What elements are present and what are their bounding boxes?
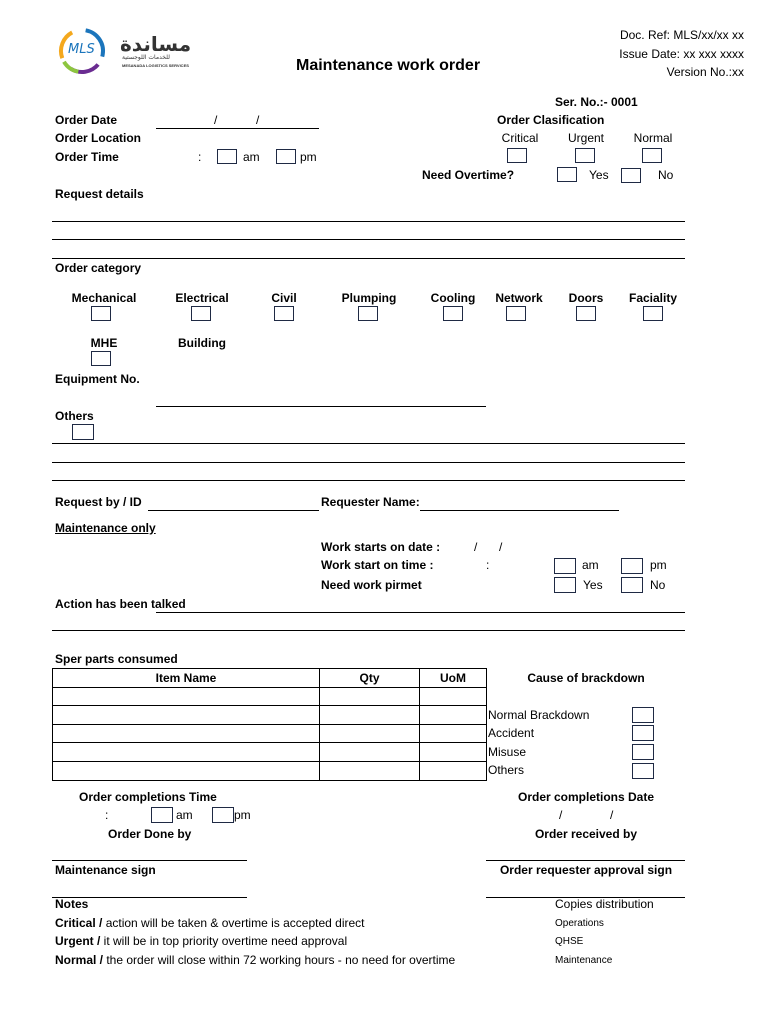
others-label: Others bbox=[55, 409, 94, 423]
serial-number: Ser. No.:- 0001 bbox=[555, 95, 638, 109]
order-time-pm-checkbox[interactable] bbox=[276, 149, 296, 164]
overtime-yes-checkbox[interactable] bbox=[557, 167, 577, 182]
overtime-no-checkbox[interactable] bbox=[621, 168, 641, 183]
breakdown-normal-label: Normal Brackdown bbox=[488, 708, 590, 722]
equipment-no-line[interactable] bbox=[156, 406, 486, 407]
completion-am-label: am bbox=[176, 808, 193, 822]
permit-yes-checkbox[interactable] bbox=[554, 577, 576, 593]
copy-operations: Operations bbox=[555, 918, 604, 929]
table-cell[interactable] bbox=[320, 743, 420, 762]
spare-parts-table bbox=[52, 668, 487, 781]
table-cell[interactable] bbox=[420, 743, 487, 762]
table-cell[interactable] bbox=[320, 706, 420, 725]
order-date-sep-1: / bbox=[214, 113, 218, 127]
request-by-label: Request by / ID bbox=[55, 495, 142, 509]
note-urgent-text: it will be in top priority overtime need approval bbox=[100, 934, 348, 948]
note-urgent-key: Urgent / bbox=[55, 934, 101, 948]
others-line-2[interactable] bbox=[52, 462, 685, 463]
table-cell[interactable] bbox=[320, 687, 420, 706]
critical-checkbox[interactable] bbox=[507, 148, 527, 163]
mechanical-checkbox[interactable] bbox=[91, 306, 111, 321]
work-date-sep-1: / bbox=[474, 540, 478, 554]
maintenance-only-title: Maintenance only bbox=[55, 521, 156, 535]
completion-date-sep-1: / bbox=[559, 808, 563, 822]
action-talked-label: Action has been talked bbox=[55, 597, 186, 611]
table-cell[interactable] bbox=[53, 706, 320, 725]
work-time-pm-label: pm bbox=[650, 558, 667, 572]
category-civil-label: Civil bbox=[271, 291, 297, 305]
table-row bbox=[53, 706, 487, 725]
work-date-sep-2: / bbox=[499, 540, 503, 554]
notes-title: Notes bbox=[55, 897, 89, 911]
work-time-colon: : bbox=[486, 558, 490, 572]
completion-date-label: Order completions Date bbox=[517, 790, 655, 804]
request-details-label: Request details bbox=[55, 187, 144, 201]
breakdown-misuse-checkbox[interactable] bbox=[632, 744, 654, 760]
copy-qhse: QHSE bbox=[555, 936, 584, 947]
overtime-no-label: No bbox=[658, 168, 674, 182]
breakdown-others-label: Others bbox=[488, 763, 525, 777]
request-by-line[interactable] bbox=[148, 510, 319, 511]
table-cell[interactable] bbox=[420, 724, 487, 743]
category-faciality-label: Faciality bbox=[628, 291, 678, 305]
version-number: Version No.:xx bbox=[666, 65, 744, 79]
breakdown-accident-checkbox[interactable] bbox=[632, 725, 654, 741]
order-location-label: Order Location bbox=[55, 131, 142, 145]
others-line-1[interactable] bbox=[52, 443, 685, 444]
requester-sign-line[interactable] bbox=[486, 860, 685, 861]
classification-title: Order Clasification bbox=[497, 113, 605, 127]
order-category-title: Order category bbox=[55, 261, 142, 275]
request-details-line-3[interactable] bbox=[52, 258, 685, 259]
order-done-by-label: Order Done by bbox=[108, 827, 192, 841]
order-date-line[interactable] bbox=[156, 128, 319, 129]
table-row bbox=[53, 724, 487, 743]
table-cell[interactable] bbox=[53, 743, 320, 762]
order-time-am-checkbox[interactable] bbox=[217, 149, 237, 164]
category-mechanical-label: Mechanical bbox=[71, 291, 137, 305]
network-checkbox[interactable] bbox=[506, 306, 526, 321]
category-doors-label: Doors bbox=[568, 291, 604, 305]
normal-checkbox[interactable] bbox=[642, 148, 662, 163]
maintenance-sign-label: Maintenance sign bbox=[55, 863, 156, 877]
action-line-2[interactable] bbox=[52, 630, 685, 631]
table-cell[interactable] bbox=[53, 687, 320, 706]
work-time-am-label: am bbox=[582, 558, 599, 572]
order-time-pm-label: pm bbox=[300, 150, 317, 164]
table-cell[interactable] bbox=[420, 687, 487, 706]
category-plumping-label: Plumping bbox=[341, 291, 397, 305]
work-time-pm-checkbox[interactable] bbox=[621, 558, 643, 574]
order-time-label: Order Time bbox=[55, 150, 119, 164]
work-permit-label: Need work pirmet bbox=[321, 578, 422, 592]
breakdown-others-checkbox[interactable] bbox=[632, 763, 654, 779]
logo-arabic-sub: للخدمات اللوجستية bbox=[122, 54, 170, 61]
others-line-3[interactable] bbox=[52, 480, 685, 481]
completion-date-sep-2: / bbox=[610, 808, 614, 822]
breakdown-title: Cause of brackdown bbox=[527, 671, 645, 685]
others-checkbox[interactable] bbox=[72, 424, 94, 440]
note-urgent bbox=[55, 934, 347, 948]
work-start-date-label: Work starts on date : bbox=[321, 540, 441, 554]
plumping-checkbox[interactable] bbox=[358, 306, 378, 321]
faciality-checkbox[interactable] bbox=[643, 306, 663, 321]
action-line-1[interactable] bbox=[156, 612, 685, 613]
completion-time-label: Order completions Time bbox=[79, 790, 217, 804]
table-cell[interactable] bbox=[320, 724, 420, 743]
requester-sign-label: Order requester approval sign bbox=[499, 863, 673, 877]
table-cell[interactable] bbox=[320, 761, 420, 780]
category-network-label: Network bbox=[495, 291, 543, 305]
table-cell[interactable] bbox=[420, 761, 487, 780]
issue-date: Issue Date: xx xxx xxxx bbox=[619, 47, 744, 61]
item-name-header: Item Name bbox=[53, 669, 320, 688]
table-cell[interactable] bbox=[420, 706, 487, 725]
order-time-colon: : bbox=[198, 150, 202, 164]
completion-pm-label: pm bbox=[234, 808, 251, 822]
order-date-sep-2: / bbox=[256, 113, 260, 127]
order-time-am-label: am bbox=[243, 150, 260, 164]
category-mhe-label: MHE bbox=[90, 336, 118, 350]
category-building-label: Building bbox=[178, 336, 226, 350]
table-row bbox=[53, 743, 487, 762]
logo-arabic: مساندة bbox=[120, 32, 192, 56]
copies-title: Copies distribution bbox=[555, 897, 654, 911]
mhe-checkbox[interactable] bbox=[91, 351, 111, 366]
copy-maintenance: Maintenance bbox=[555, 955, 613, 966]
logo-subtitle: MESANADA LOGISTICS SERVICES bbox=[122, 63, 189, 68]
work-time-am-checkbox[interactable] bbox=[554, 558, 576, 574]
requester-name-label: Requester Name: bbox=[321, 495, 420, 509]
spare-parts-title: Sper parts consumed bbox=[55, 652, 178, 666]
page-title: Maintenance work order bbox=[296, 57, 481, 74]
table-cell[interactable] bbox=[53, 724, 320, 743]
request-details-line-1[interactable] bbox=[52, 221, 685, 222]
doors-checkbox[interactable] bbox=[576, 306, 596, 321]
order-date-label: Order Date bbox=[55, 113, 118, 127]
note-critical bbox=[55, 916, 364, 930]
note-normal-text: the order will close within 72 working hours - no need for overtime bbox=[103, 953, 456, 967]
permit-no-label: No bbox=[650, 578, 666, 592]
breakdown-normal-checkbox[interactable] bbox=[632, 707, 654, 723]
company-logo bbox=[56, 26, 196, 76]
table-row bbox=[53, 687, 487, 706]
category-electrical-label: Electrical bbox=[175, 291, 229, 305]
note-normal-key: Normal / bbox=[55, 953, 104, 967]
completion-pm-checkbox[interactable] bbox=[212, 807, 234, 823]
note-normal bbox=[55, 953, 455, 967]
order-received-by-label: Order received by bbox=[534, 827, 638, 841]
classification-urgent-label: Urgent bbox=[567, 131, 605, 145]
overtime-yes-label: Yes bbox=[589, 168, 609, 182]
electrical-checkbox[interactable] bbox=[191, 306, 211, 321]
classification-normal-label: Normal bbox=[633, 131, 673, 145]
qty-header: Qty bbox=[320, 669, 420, 688]
note-critical-text: action will be taken & overtime is accepted direct bbox=[102, 916, 365, 930]
table-cell[interactable] bbox=[53, 761, 320, 780]
breakdown-accident-label: Accident bbox=[488, 726, 535, 740]
overtime-label: Need Overtime? bbox=[422, 168, 515, 182]
note-critical-key: Critical / bbox=[55, 916, 103, 930]
maintenance-sign-line[interactable] bbox=[52, 860, 247, 861]
urgent-checkbox[interactable] bbox=[575, 148, 595, 163]
breakdown-misuse-label: Misuse bbox=[488, 745, 527, 759]
completion-am-checkbox[interactable] bbox=[151, 807, 173, 823]
table-header-row bbox=[53, 669, 487, 688]
table-row bbox=[53, 761, 487, 780]
civil-checkbox[interactable] bbox=[274, 306, 294, 321]
doc-ref: Doc. Ref: MLS/xx/xx xx bbox=[619, 28, 744, 42]
cooling-checkbox[interactable] bbox=[443, 306, 463, 321]
equipment-no-label: Equipment No. bbox=[55, 372, 140, 386]
permit-no-checkbox[interactable] bbox=[621, 577, 643, 593]
classification-critical-label: Critical bbox=[501, 131, 539, 145]
request-details-line-2[interactable] bbox=[52, 239, 685, 240]
uom-header: UoM bbox=[420, 669, 487, 688]
completion-time-colon: : bbox=[105, 808, 109, 822]
logo-text: MLS bbox=[68, 42, 95, 57]
permit-yes-label: Yes bbox=[583, 578, 603, 592]
requester-name-line[interactable] bbox=[420, 510, 619, 511]
work-start-time-label: Work start on time : bbox=[321, 558, 434, 572]
category-cooling-label: Cooling bbox=[430, 291, 476, 305]
